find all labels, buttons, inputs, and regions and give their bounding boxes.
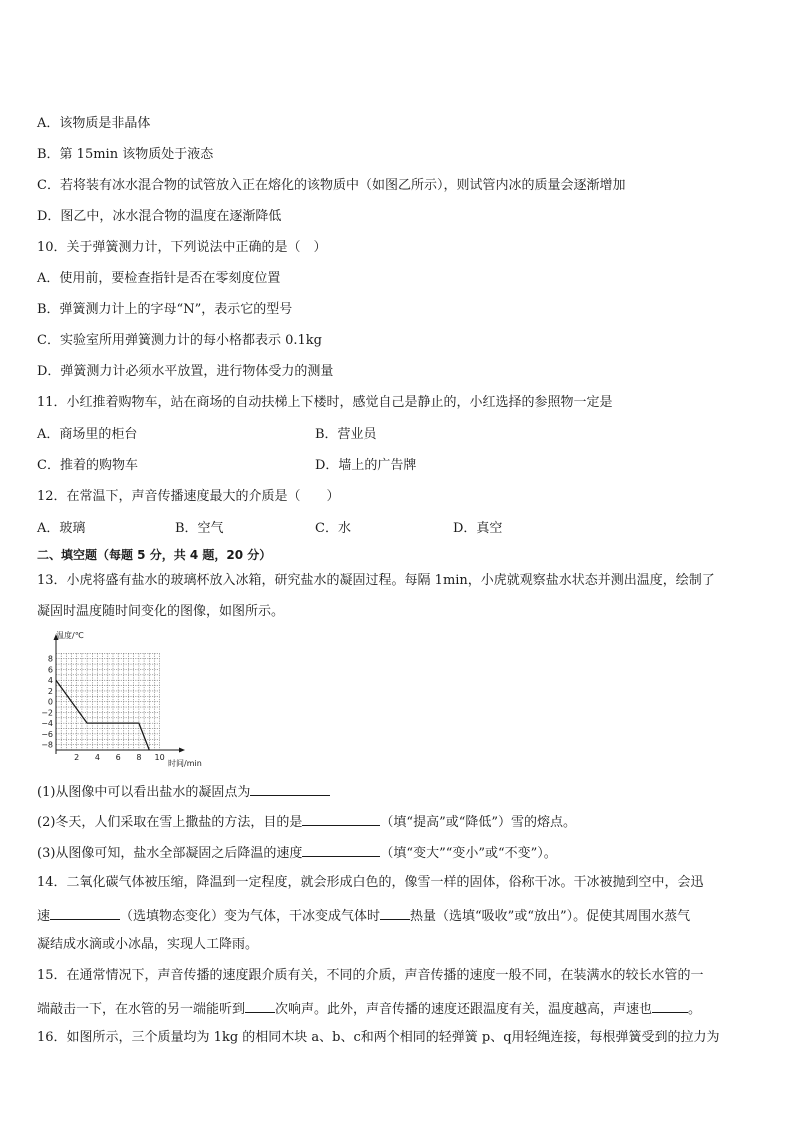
answer-blank[interactable]: [302, 811, 380, 826]
x-tick-label: 6: [115, 753, 121, 762]
option-9b: B．第 15min 该物质处于液态: [37, 147, 214, 162]
option-11b: B．营业员: [315, 427, 377, 442]
x-axis-label: 时间/min: [168, 759, 202, 768]
y-tick-label: −8: [41, 740, 53, 750]
option-11d: D．墙上的广告牌: [315, 458, 417, 473]
question-13-part-3-text: (3)从图像可知，盐水全部凝固之后降温的速度: [37, 846, 303, 861]
y-tick-label: −6: [41, 729, 53, 739]
chart-ticks: [41, 655, 165, 762]
x-tick-label: 10: [154, 753, 165, 762]
y-tick-label: 0: [47, 697, 53, 707]
section-heading: 二、填空题（每题 5 分，共 4 题，20 分）: [37, 548, 272, 562]
text: 端敲击一下，在水管的另一端能听到: [37, 1002, 246, 1017]
x-tick-label: 4: [94, 753, 101, 762]
answer-blank[interactable]: [50, 905, 120, 920]
option-10c: C．实验室所用弹簧测力计的每小格都表示 0.1kg: [37, 333, 322, 348]
question-13-part-2-hint: （填“提高”或“降低”）雪的熔点。: [380, 815, 577, 830]
text: 热量（选填“吸收”或“放出”）。促使其周围水蒸气: [410, 909, 691, 924]
answer-blank[interactable]: [245, 998, 275, 1013]
option-9a: A．该物质是非晶体: [37, 116, 151, 131]
temperature-time-chart: [30, 630, 220, 770]
question-13-part-2: [37, 811, 576, 832]
question-16: 16．如图所示，三个质量均为 1kg 的相同木块 a、b、c和两个相同的轻弹簧 p、q用轻绳连接，每根弹簧受到的拉力为: [37, 1030, 720, 1045]
question-14-end: 凝结成水滴或小冰晶，实现人工降雨。: [37, 937, 259, 952]
y-tick-label: 6: [47, 665, 53, 675]
question-13-part-1-text: (1)从图像中可以看出盐水的凝固点为: [37, 785, 251, 800]
question-14: 14．二氧化碳气体被压缩，降温到一定程度，就会形成白色的，像雪一样的固体，俗称干冰。干冰被抛到空中，会迅: [37, 875, 704, 890]
y-tick-label: −2: [41, 708, 53, 718]
question-13-text-cont: 凝固时温度随时间变化的图像，如图所示。: [37, 604, 285, 619]
y-tick-label: 4: [47, 676, 53, 686]
option-10a: A．使用前，要检查指针是否在零刻度位置: [37, 271, 281, 286]
option-10d: D．弹簧测力计必须水平放置，进行物体受力的测量: [37, 364, 334, 379]
option-12a: A．玻璃: [37, 521, 86, 536]
x-axis-arrow: [179, 748, 185, 753]
question-15-cont: [37, 998, 701, 1019]
option-10b: B．弹簧测力计上的字母“N”，表示它的型号: [37, 302, 293, 317]
y-tick-label: −4: [41, 719, 53, 729]
question-13-part-1: [37, 781, 330, 802]
y-tick-label: 2: [47, 686, 53, 696]
answer-blank[interactable]: [380, 905, 410, 920]
chart-series: [56, 680, 149, 750]
text: 。: [688, 1002, 702, 1017]
text: 次响声。此外，声音传播的速度还跟温度有关，温度越高，声速也: [275, 1002, 653, 1017]
question-13-part-3: [37, 842, 557, 863]
x-tick-label: 2: [74, 753, 80, 762]
question-13-part-2-text: (2)冬天，人们采取在雪上撒盐的方法，目的是: [37, 815, 303, 830]
question-11: 11．小红推着购物车，站在商场的自动扶梯上下楼时，感觉自己是静止的，小红选择的参照物一定是: [37, 395, 613, 410]
question-15: 15．在通常情况下，声音传播的速度跟介质有关，不同的介质，声音传播的速度一般不同，在装满水的较长水管的一: [37, 968, 704, 983]
text: 速: [37, 909, 51, 924]
option-12c: C．水: [315, 521, 351, 536]
y-axis-label: 温度/℃: [56, 631, 84, 640]
answer-blank[interactable]: [652, 998, 688, 1013]
text: （选填物态变化）变为气体，干冰变成气体时: [120, 909, 381, 924]
answer-blank[interactable]: [250, 781, 330, 796]
question-13-text: 13．小虎将盛有盐水的玻璃杯放入冰箱，研究盐水的凝固过程。每隔 1min，小虎就观察盐水状态并测出温度，绘制了: [37, 573, 715, 588]
option-9d: D．图乙中，冰水混合物的温度在逐渐降低: [37, 209, 282, 224]
y-tick-label: 8: [47, 654, 53, 664]
answer-blank[interactable]: [302, 842, 380, 857]
chart-axes: [54, 634, 186, 754]
option-12d: D．真空: [453, 521, 503, 536]
question-13-part-3-hint: （填“变大”“变小”或“不变”）。: [380, 846, 557, 861]
option-9c: C．若将装有冰水混合物的试管放入正在熔化的该物质中（如图乙所示），则试管内冰的质量会逐渐增加: [37, 178, 626, 193]
option-11a: A．商场里的柜台: [37, 427, 138, 442]
question-14-cont: [37, 905, 690, 926]
x-tick-label: 8: [136, 753, 142, 762]
question-10: 10．关于弹簧测力计，下列说法中正确的是（ ）: [37, 240, 327, 255]
option-12b: B．空气: [175, 521, 224, 536]
question-12: 12．在常温下，声音传播速度最大的介质是（ ）: [37, 489, 340, 504]
series-line: [56, 680, 149, 750]
option-11c: C．推着的购物车: [37, 458, 138, 473]
